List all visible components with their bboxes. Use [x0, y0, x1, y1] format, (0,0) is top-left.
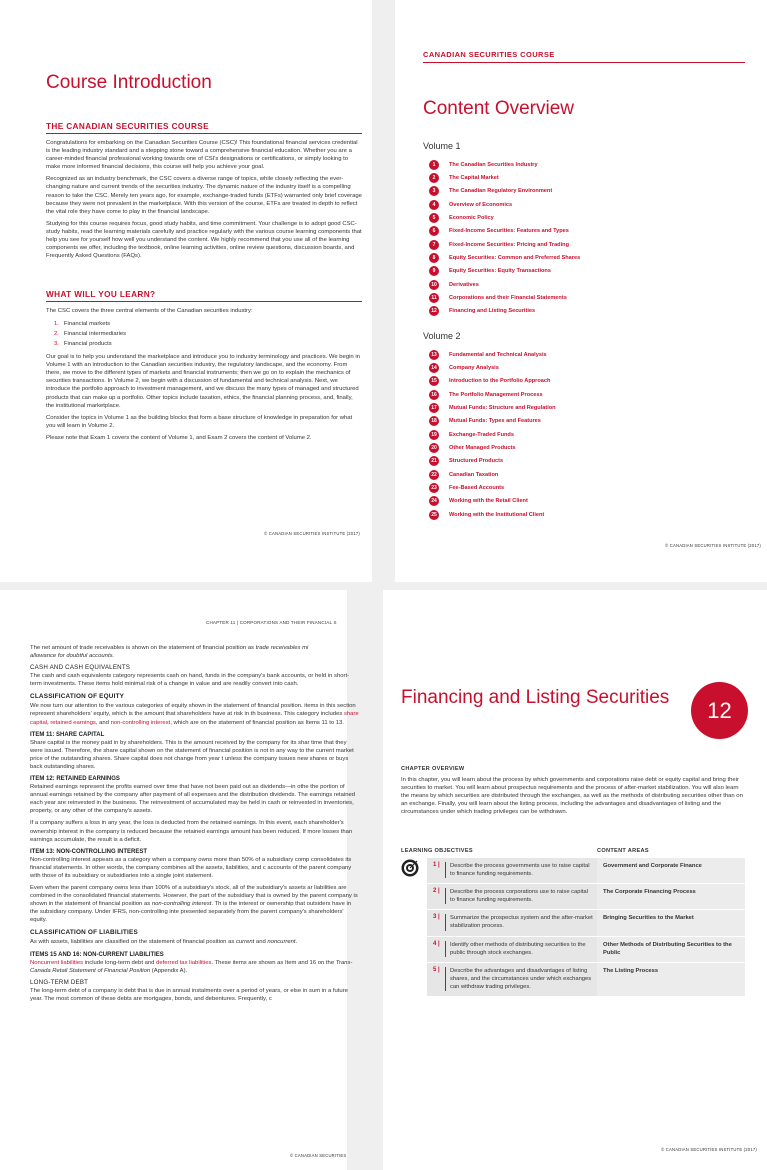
- paragraph: [30, 644, 360, 660]
- list-label: Financial products: [63, 341, 112, 348]
- content-area-cell: The Corporate Financing Process: [597, 884, 745, 909]
- chapter-list-item[interactable]: [429, 361, 556, 374]
- heading-item-12: ITEM 12: RETAINED EARNINGS: [30, 776, 120, 783]
- page-footer: © CANADIAN SECURITIES: [290, 1153, 347, 1158]
- chapter-number-badge: 15: [429, 376, 439, 386]
- section-heading-csc: THE CANADIAN SECURITIES COURSE: [46, 122, 362, 134]
- section-body-what-will-you-learn: [46, 307, 362, 446]
- paragraph: [30, 959, 360, 975]
- chapter-link[interactable]: Structured Products: [449, 458, 504, 465]
- chapter-list-item[interactable]: [429, 428, 556, 441]
- paragraph: Our goal is to help you understand the marketplace and introduce you to industry terminology and practices. We begin in Volume 1 with an introduction to the Canadian securities industry, the regulatory landscape, and the economy. From there, we move to the different types of markets and financial instruments; then we go on to explain the mechanics of securities transactions. In Volume 2, we begin with a discussion of fundamental and technical analysis. Next, we introduce the portfolio approach to investment management, and we discuss the many types of managed and structured products that can make up a portfolio. Other topics include taxation, ethics, the financial planning process, and, finally, the institutional marketplace.: [46, 354, 360, 409]
- text-run: and: [254, 939, 268, 946]
- chapter-link[interactable]: Mutual Funds: Structure and Regulation: [449, 404, 556, 411]
- chapter-number-badge: 18: [429, 416, 439, 426]
- chapter-number-badge: 19: [429, 430, 439, 440]
- chapter-title: Financing and Listing Securities: [401, 687, 670, 708]
- content-area-cell: Other Methods of Distributing Securities to the Public: [597, 937, 745, 962]
- page-title: Course Introduction: [46, 72, 212, 93]
- list-item: [54, 329, 362, 339]
- paragraph: Retained earnings represent the profits earned over time that have not been paid out as dividends—in othe the portion of annual earnings retained by the company after payment of all expenses and the distribution dividends. The earnings retained each year are reinvested in the business. The reinvestment of accumulated may be held in cash or reinvested in inventories, property, or any other of the company's assets.: [30, 784, 356, 815]
- table-row: [427, 858, 745, 884]
- text-run: As with assets, liabilities are classified on the statement of financial position as: [30, 939, 236, 946]
- chapter-number-badge: 21: [429, 456, 439, 466]
- text-run: The net amount of trade receivables is shown on the statement of financial position as: [30, 645, 256, 651]
- objective-cell: [427, 858, 597, 883]
- objective-text: Summarize the prospectus system and the after-market stabilization process.: [445, 914, 593, 930]
- glossary-term[interactable]: Noncurrent liabilities: [30, 959, 84, 966]
- objective-text: Describe the process corporations use to raise capital to finance funding requirements.: [445, 888, 593, 904]
- chapter-link[interactable]: Exchange-Traded Funds: [449, 431, 514, 438]
- heading-classification-of-equity: CLASSIFICATION OF EQUITY: [30, 693, 125, 701]
- chapter-link[interactable]: Company Analysis: [449, 364, 499, 371]
- volume-1-label: Volume 1: [423, 141, 461, 151]
- chapter-number-badge: 5: [429, 213, 439, 223]
- glossary-term[interactable]: share capital: [30, 711, 359, 726]
- learning-objectives-heading: LEARNING OBJECTIVES: [401, 848, 473, 854]
- chapter-number-badge: 12: [429, 306, 439, 316]
- chapter-list-item[interactable]: [429, 348, 556, 361]
- page-footer: © CANADIAN SECURITIES INSTITUTE (2017): [661, 1147, 757, 1152]
- table-row: [427, 910, 745, 936]
- chapter-number-badge: 6: [429, 226, 439, 236]
- page-content-overview: [395, 0, 767, 582]
- table-row: [427, 937, 745, 963]
- chapter-list-item[interactable]: [429, 388, 556, 401]
- paragraph: [30, 884, 360, 924]
- chapter-list-item[interactable]: [429, 481, 556, 494]
- chapter-number-badge: 25: [429, 510, 439, 520]
- paragraph: If a company suffers a loss in any year, the loss is deducted from the retained earnings. In this event, each shareholder's ownership interest in the company is reduced because the retained earnings amount has been reduced. If more losses than earnings accumulate, the result is a deficit.: [30, 820, 353, 843]
- chapter-number-badge: 14: [429, 363, 439, 373]
- page-footer: © CANADIAN SECURITIES INSTITUTE (2017): [264, 531, 360, 536]
- list-item: [54, 319, 362, 329]
- paragraph: Share capital is the money paid in by shareholders. This is the amount received by the company for its shar time that they were issued. Therefore, the share capital shown on the statement of financial position is not in any way to the current market price of the outstanding shares. Share capital does not change from year t unless the company issues new shares or buys back outstanding shares.: [30, 739, 354, 770]
- table-row: [427, 963, 745, 997]
- chapter-link[interactable]: Fundamental and Technical Analysis: [449, 351, 547, 358]
- chapter-list-item[interactable]: [429, 211, 580, 224]
- objective-text: Describe the process governments use to raise capital to finance funding requirements.: [445, 862, 593, 878]
- chapter-number-badge: 11: [429, 293, 439, 303]
- chapter-list-item[interactable]: [429, 278, 580, 291]
- table-row: [427, 884, 745, 910]
- chapter-list-item[interactable]: [429, 468, 556, 481]
- chapter-number-badge: 10: [429, 280, 439, 290]
- chapter-number-badge: 22: [429, 470, 439, 480]
- chapter-list-item[interactable]: [429, 441, 556, 454]
- chapter-number-badge: 8: [429, 253, 439, 263]
- chapter-link[interactable]: Corporations and their Financial Statements: [449, 294, 567, 301]
- chapter-number-badge: 1: [429, 160, 439, 170]
- chapter-list-item[interactable]: [429, 455, 556, 468]
- chapter-number-badge: 23: [429, 483, 439, 493]
- italic-run: noncurrent: [267, 939, 296, 946]
- chapter-link[interactable]: Working with the Retail Client: [449, 498, 528, 505]
- chapter-link[interactable]: Financing and Listing Securities: [449, 308, 536, 315]
- chapter-number-badge: 4: [429, 200, 439, 210]
- page-title: Content Overview: [423, 98, 575, 119]
- chapter-link[interactable]: The Capital Market: [449, 174, 499, 181]
- heading-item-11: ITEM 11: SHARE CAPITAL: [30, 731, 105, 738]
- list-number: 3.: [54, 341, 59, 348]
- content-area-cell: Bringing Securities to the Market: [597, 910, 745, 935]
- objective-text: Describe the advantages and disadvantages of listing shares, and the circumstances under which exchanges can withdraw trading privileges.: [445, 967, 593, 991]
- chapter-link[interactable]: The Canadian Regulatory Environment: [449, 188, 553, 195]
- chapter-number-badge: 12: [691, 682, 748, 739]
- list-label: Financial markets: [63, 321, 111, 328]
- objective-number: 3 |: [433, 914, 440, 921]
- objective-text: Identify other methods of distributing securities to the public through stock exchanges.: [445, 941, 593, 957]
- chapter-link[interactable]: Fixed-Income Securities: Pricing and Trading: [449, 241, 569, 248]
- chapter-11-content: [30, 644, 360, 1007]
- chapter-list-item[interactable]: [429, 265, 580, 278]
- paragraph: Congratulations for embarking on the Canadian Securities Course (CSC)! This foundational financial services credential is the leading industry standard and a stepping stone toward a comprehensive financial education. Whether you are a career-minded financial professional working towards one of CSI's designations or certifications, or simply looking to make more informed financial decisions, this course will help you achieve your goal.: [46, 140, 358, 171]
- section-heading-what-will-you-learn: WHAT WILL YOU LEARN?: [46, 290, 362, 302]
- glossary-term[interactable]: deferred tax liabilities: [156, 959, 212, 966]
- objective-cell: [427, 937, 597, 962]
- elements-list: [54, 319, 362, 349]
- chapter-list-item[interactable]: [429, 171, 580, 184]
- subheading-long-term-debt: LONG-TERM DEBT: [30, 978, 89, 986]
- chapter-list-item[interactable]: [429, 185, 580, 198]
- italic-run: non-controlling interest: [151, 901, 212, 908]
- text-run: . Th is the interest or ownership that outsiders have in the subsidiary company. Under IFRS, non-controlling inte presented separately from the parent company's shareholders' equity.: [30, 901, 352, 924]
- chapter-overview-text: In this chapter, you will learn about the process by which governments and corporations raise debt or equity capital and bring their securities to market. You will learn about prospectus requirements and the process of after-market stabilization. You will also learn the means by which securities are distributed through the exchanges, as well as the methods of distributing securities other than on an exchange. Finally, you will learn about the listing process, including the advantages and disadvantages of listing and the circumstances under which trading privileges can be withdrawn.: [401, 777, 743, 816]
- volume-2-chapter-list: [429, 348, 556, 521]
- volume-2-label: Volume 2: [423, 331, 461, 341]
- chapter-number-badge: 7: [429, 240, 439, 250]
- objective-number: 4 |: [433, 940, 440, 947]
- paragraph: Recognized as an industry benchmark, the CSC covers a diverse range of topics, while closely reflecting the ever-changing nature and current trends of the securities industry. The dynamic nature of the industry itself is a compelling reason to take the CSC. Merely ten years ago, for example, exchange-traded funds (ETFs) warranted only brief coverage because they were not prevalent in the marketplace. With this version of the course, ETFs are treated in depth to reflect the vital role they have come to play in the financial landscape.: [46, 176, 362, 215]
- chapter-link[interactable]: The Canadian Securities Industry: [449, 161, 538, 168]
- heading-items-15-16: ITEMS 15 AND 16: NON-CURRENT LIABILITIES: [30, 951, 164, 958]
- paragraph: Please note that Exam 1 covers the content of Volume 1, and Exam 2 covers the content of Volume 2.: [46, 434, 312, 441]
- text-run: .: [295, 939, 298, 946]
- chapter-number-badge: 24: [429, 496, 439, 506]
- chapter-number-badge: 16: [429, 390, 439, 400]
- paragraph: Consider the topics in Volume 1 as the building blocks that form a base structure of knowledge in preparation for what you will learn in Volume 2.: [46, 414, 353, 429]
- content-areas-heading: CONTENT AREAS: [597, 848, 649, 854]
- page-chapter-11-excerpt: [0, 590, 359, 1170]
- chapter-number-badge: 13: [429, 350, 439, 360]
- running-head: CANADIAN SECURITIES COURSE: [423, 50, 745, 63]
- section-body-csc: [46, 139, 362, 264]
- learning-objectives-table: [427, 858, 745, 997]
- heading-classification-of-liabilities: CLASSIFICATION OF LIABILITIES: [30, 929, 138, 937]
- chapter-number-badge: 2: [429, 173, 439, 183]
- chapter-list-item[interactable]: [429, 305, 580, 318]
- list-item: [54, 339, 362, 349]
- text-run: Even when the parent company owns less than 100% of a subsidiary's stock, all of the subsidiary's assets ar liabilities are combined in the consolidated financial statements. However, the part of the subsidiary that is owned by the parent company is shown in the statement of financial position as: [30, 884, 358, 908]
- paragraph: Studying for this course requires focus, good study habits, and time commitment. Your challenge is to adopt good CSC-study habits, read the learning materials carefully and practice regularly with the various course learning components that help you see for yourself how well you understand the content. We highly recommend that you use all of the learning components we offer, including the textbook, online learning activities, online review questions, discussion boards, and Frequently Asked Questions (FAQs).: [46, 220, 362, 260]
- text-run: ,: [47, 719, 51, 726]
- subheading-cash: CASH AND CASH EQUIVALENTS: [30, 664, 131, 672]
- content-area-cell: The Listing Process: [597, 963, 745, 996]
- chapter-number-badge: 17: [429, 403, 439, 413]
- text-run: . These items are shown as Item and 16 on the: [211, 959, 336, 966]
- chapter-link[interactable]: Other Managed Products: [449, 444, 516, 451]
- objective-number: 2 |: [433, 888, 440, 895]
- italic-run: current: [235, 939, 255, 946]
- glossary-term[interactable]: retained earnings: [50, 719, 96, 726]
- text-run: , and: [95, 719, 111, 726]
- objective-cell: [427, 910, 597, 935]
- chapter-link[interactable]: Fixed-Income Securities: Features and Types: [449, 228, 569, 235]
- list-number: 1.: [54, 321, 59, 328]
- text-run: include long-term debt and: [83, 959, 157, 966]
- glossary-term[interactable]: non-controlling interest: [110, 719, 171, 726]
- objective-number: 1 |: [433, 862, 440, 868]
- page-course-introduction: [0, 0, 372, 582]
- paragraph: [30, 702, 360, 726]
- chapter-list-item[interactable]: [429, 508, 556, 521]
- text-run: (Appendix A).: [150, 967, 188, 974]
- chapter-list-item[interactable]: [429, 415, 556, 428]
- chapter-link[interactable]: Mutual Funds: Types and Features: [449, 418, 541, 425]
- chapter-link[interactable]: Equity Securities: Common and Preferred Shares: [449, 254, 581, 261]
- chapter-list-item[interactable]: [429, 251, 580, 264]
- content-area-cell: Government and Corporate Finance: [597, 858, 745, 883]
- paragraph: [30, 938, 360, 946]
- chapter-list-item[interactable]: [429, 495, 556, 508]
- chapter-list-item[interactable]: [429, 291, 580, 304]
- paragraph: The cash and cash equivalents category represents cash on hand, funds in the company's bank accounts, or held in short-term investments. These items hold minimal risk of a change in value and are readily convert into cash.: [30, 673, 350, 688]
- heading-item-13: ITEM 13: NON-CONTROLLING INTEREST: [30, 848, 147, 855]
- paragraph: Non-controlling interest appears as a category when a company owns more than 50% of a subsidiary comp consolidates its financial statements. In other words, the company combines all the assets, liabilities, and c accounts of the parent company with those of its subsidiary or subsidiaries into a single joint statement.: [30, 856, 352, 879]
- objective-number: 5 |: [433, 966, 440, 973]
- chapter-link[interactable]: Fee-Based Accounts: [449, 484, 505, 491]
- chapter-list-item[interactable]: [429, 225, 580, 238]
- chapter-overview-heading: CHAPTER OVERVIEW: [401, 766, 465, 772]
- chapter-link[interactable]: Equity Securities: Equity Transactions: [449, 268, 551, 275]
- chapter-list-item[interactable]: [429, 198, 580, 211]
- italic-run: Trans-Canada Retail Statement of Financial Position: [30, 959, 353, 974]
- objective-cell: [427, 884, 597, 909]
- volume-1-chapter-list: [429, 158, 580, 318]
- page-chapter-12-opener: [383, 590, 767, 1170]
- text-run: We now turn our attention to the various categories of equity shown in the statement of financial position. items in this section represent shareholders' equity, which is the amount that shareholders have at risk in th business. This category includes: [30, 703, 356, 718]
- paragraph: The CSC covers the three central elements of the Canadian securities industry:: [46, 308, 253, 314]
- chapter-link[interactable]: Canadian Taxation: [449, 471, 499, 478]
- chapter-link[interactable]: The Portfolio Management Process: [449, 391, 543, 398]
- running-head: CHAPTER 11 | CORPORATIONS AND THEIR FINANCIAL S: [206, 620, 337, 625]
- list-label: Financial intermediaries: [63, 331, 127, 338]
- text-run: , which are on the statement of financial position as Items 11 to 13.: [170, 719, 344, 726]
- chapter-link[interactable]: Overview of Economics: [449, 201, 513, 208]
- chapter-number-badge: 9: [429, 266, 439, 276]
- italic-run: trade receivables mi: [255, 645, 309, 651]
- chapter-number-badge: 20: [429, 443, 439, 453]
- objective-cell: [427, 963, 597, 996]
- chapter-list-item[interactable]: [429, 158, 580, 171]
- chapter-list-item[interactable]: [429, 375, 556, 388]
- chapter-number-badge: 3: [429, 186, 439, 196]
- chapter-link[interactable]: Economic Policy: [449, 214, 494, 221]
- list-number: 2.: [54, 331, 59, 338]
- italic-run: allowance for doubtful accounts.: [30, 653, 115, 660]
- paragraph: The long-term debt of a company is debt that is due in annual instalments over a period of years, or else in sum in a future year. The most common of these debts are mortgages, bonds, and debentures. Frequently, c: [30, 987, 348, 1002]
- chapter-list-item[interactable]: [429, 238, 580, 251]
- chapter-link[interactable]: Working with the Institutional Client: [449, 511, 545, 518]
- page-footer: © CANADIAN SECURITIES INSTITUTE (2017): [665, 543, 761, 548]
- chapter-link[interactable]: Introduction to the Portfolio Approach: [449, 378, 551, 385]
- target-icon: [401, 859, 419, 877]
- chapter-list-item[interactable]: [429, 401, 556, 414]
- chapter-link[interactable]: Derivatives: [449, 281, 479, 288]
